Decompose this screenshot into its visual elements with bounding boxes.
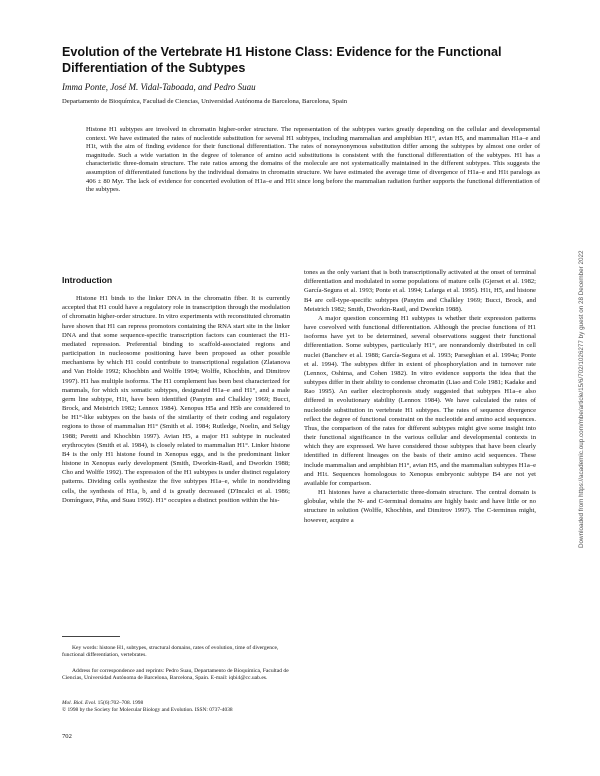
journal-name: Mol. Biol. Evol. — [62, 700, 97, 706]
article-authors: Imma Ponte, José M. Vidal-Taboada, and Pedro Suau — [62, 82, 256, 92]
body-column-left — [62, 294, 290, 624]
abstract: Histone H1 subtypes are involved in chromatin higher-order structure. The representation of the subtypes varies greatly depending on the cellular and developmental context. We have estimated the rates of nucleotide substitution for several H1 subtypes, including mammalian and amphibian H1°, avian H5, and mammalian H1a–e and H1t, with the aim of finding evidence for their functional differentiation. The rates of nonsynonymous substitution differ among the subtypes by almost one order of magnitude. Such a wide variation in the degree of tolerance of amino acid substitutions is consistent with the functional differentiation of the subtypes. H1 has a characteristic three-domain structure. The rate ratios among the domains of the molecule are not systematically maintained in the different subtypes. This suggests the assumption of differentiated functions by the individual domains in chromatin structure. We have estimated the average time of divergence of H1a–e and H1t paralogs as 406 ± 80 Myr. The lack of evidence for concerted evolution of H1a–e and H1t since long before the mammalian radiation further supports the functional differentiation of the subtypes. — [86, 126, 540, 194]
article-title: Evolution of the Vertebrate H1 Histone Class: Evidence for the Functional Differentiation of the Subtypes — [62, 45, 502, 75]
download-watermark: Downloaded from https://academic.oup.com/mbe/article/15/6/702/1026277 by guest on 28 December 2022 — [578, 250, 585, 548]
body-paragraph: tones as the only variant that is both transcriptionally activated at the onset of terminal differentiation and modulated in some populations of mature cells (Gjerset et al. 1982; García-Segura et al. 1993; Ponte et al. 1994; Lafarga et al. 1995). H1t, H5, and histone B4 are cell-type-specific subtypes (Panyim and Chalkley 1969; Bucci, Brock, and Meistrich 1982; Smith, Dworkin-Rastl, and Dworkin 1988). — [304, 269, 536, 313]
copyright-line: © 1998 by the Society for Molecular Biology and Evolution. ISSN: 0737-4038 — [62, 707, 233, 713]
body-paragraph: A major question concerning H1 subtypes is whether their expression patterns have coevolved with functional differentiation. Although the precise functions of H1 isoforms have yet to be determined, several observations suggest their functional differentiation. Some subtypes, particularly H1°, are nonrandomly distributed in cell nuclei (Banchev et al. 1988; García-Segura et al. 1993; Parseghian et al. 1994a; Ponte et al. 1994). The subtypes differ in extent of phosphorylation and in turnover rate (Lennox, Oshima, and Cohen 1982). In vitro evidence supports the idea that the subtypes differ in their ability to condense chromatin (Liao and Cole 1981; Kadake and Rao 1995). An earlier electrophoresis study suggested that subtypes H1a–e also differed in evolutionary stability (Lennox 1984). We have calculated the rates of nucleotide substitution in vertebrate H1 subtypes. The rates of sequence divergence reflect the degree of functional constraint on the nucleotide and amino acid sequences. Thus, the comparison of the rates for different subtypes might give some insight into their functional significance in the various cellular and developmental contexts in which they are expressed. We have considered those subtypes that have been clearly identified in different lineages on the basis of their amino acid sequences. These include mammalian and amphibian H1°, avian H5, and the mammalian subtypes H1a–e and H1t. Sequences homologous to Xenopus embryonic subtype B4 are not yet available for comparison. — [304, 314, 536, 487]
journal-reference: 15(6):702–708. 1998 — [96, 700, 144, 706]
page-number: 702 — [62, 733, 72, 740]
author-affiliation: Departamento de Bioquímica, Facultad de Ciencias, Universidad Autónoma de Barcelona, Barcelona, Spain — [62, 98, 348, 105]
body-paragraph: H1 histones have a characteristic three-domain structure. The central domain is globular, while the N- and C-terminal domains are highly basic and have little or no structure in solution (Wolffe, Khochbin, and Dimitrov 1997). The C-terminus might, however, acquire a — [304, 489, 536, 524]
footnote-divider — [62, 636, 120, 637]
body-paragraph: Histone H1 binds to the linker DNA in the chromatin fiber. It is currently accepted that H1 could have a regulatory role in transcription through the modulation of chromatin higher-order structure. In vitro experiments with reconstituted chromatin have shown that H1 can repress promotors containing the RNA start site in the linker DNA and that some sequence-specific transcription factors can counteract the H1-mediated repression. Preferential binding to scaffold-associated regions and participation in nucleosome positioning have been proposed as other possible mechanisms by which H1 could contribute to transcriptional regulation (Zlatanova and Van Holde 1992; Khochbin and Wolffe 1994; Wolffe, Khochbin, and Dimitrov 1997). H1 has multiple isoforms. The H1 complement has been best characterized for mammals, for which six somatic subtypes, designated H1a–e and H1°, and a male germ line subtype, H1t, have been identified (Panyim and Chalkley 1969; Bucci, Brock, and Meistrich 1982; Lennox 1984). Xenopus H5a and H5b are considered to be H1°-like subtypes on the basis of the similarity of their coding and regulatory regions to those of mammalian H1° (Smith et al. 1984; Rutledge, Noelin, and Seligy 1988; Peretti and Khochbin 1997). Avian H5, a major H1 subtype in nucleated erythrocytes (Smith et al. 1984), is closely related to mammalian H1°. Linker histone B4 is the only H1 histone found in Xenopus eggs, and is the predominant linker histone in Xenopus early development (Smith, Dworkin-Rastl, and Dworkin 1988; Cho and Wolffe 1992). The expression of the H1 subtypes is under distinct regulatory patterns. Dividing cells synthesize the five subtypes H1a–e, while in nondividing cells, the synthesis of H1a, b, and d is greatly decreased (D'Incalci et al. 1986; Domínguez, Piña, and Suau 1992). H1° occupies a distinct position within the his- — [62, 295, 290, 504]
correspondence-note: Address for correspondence and reprints: Pedro Suau, Departamento de Bioquímica, Facultad de Ciencias, Universidad Autónoma de Barcelona, Barcelona, Spain. E-mail: iqbi4@cc.uab.es. — [62, 668, 289, 682]
keywords-note: Key words: histone H1, subtypes, structural domains, rates of evolution, time of divergence, functional differentiation, vertebrates. — [62, 645, 279, 659]
journal-citation — [62, 700, 290, 714]
body-column-right — [304, 268, 536, 752]
introduction-heading: Introduction — [62, 275, 113, 285]
